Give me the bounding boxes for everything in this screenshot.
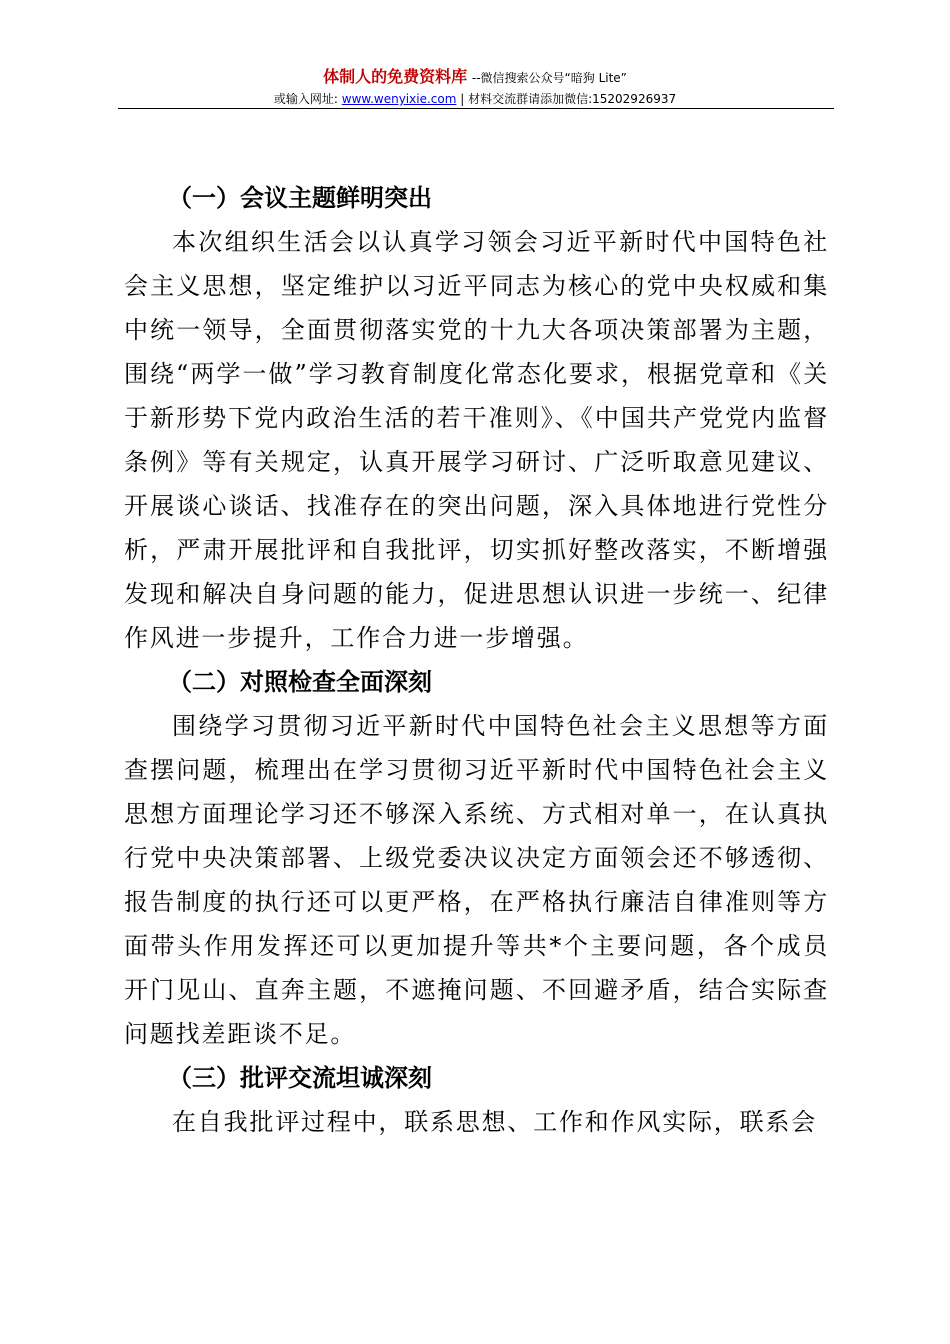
section-heading: （三）批评交流坦诚深刻 (168, 1063, 432, 1092)
header-contact: | 材料交流群请添加微信:15202926937 (460, 92, 677, 106)
header-url-prefix: 或输入网址: (273, 92, 338, 106)
section-heading: （一）会议主题鲜明突出 (168, 183, 432, 212)
header-slogan: --微信搜索公众号“暗狗 Lite” (471, 71, 627, 85)
section-paragraph: 在自我批评过程中，联系思想、工作和作风实际，联系会 (172, 1108, 817, 1136)
section-1 (124, 176, 829, 660)
header-url-link[interactable]: www.wenyixie.com (341, 92, 457, 106)
header-banner (0, 66, 950, 89)
section-2 (124, 660, 829, 1056)
header-brand: 体制人的免费资料库 (323, 67, 468, 86)
page-header (0, 66, 950, 108)
section-heading: （二）对照检查全面深刻 (168, 667, 432, 696)
header-divider (118, 108, 834, 109)
section-paragraph: 本次组织生活会以认真学习领会习近平新时代中国特色社会主义思想，坚定维护以习近平同志为核心的党中央权威和集中统一领导，全面贯彻落实党的十九大各项决策部署为主题，围绕“两学一做”学习教育制度化常态化要求，根据党章和《关于新形势下党内政治生活的若干准则》、《中国共产党党内监督条例》等有关规定，认真开展学习研讨、广泛听取意见建议、开展谈心谈话、找准存在的突出问题，深入具体地进行党性分析，严肃开展批评和自我批评，切实抓好整改落实，不断增强发现和解决自身问题的能力，促进思想认识进一步统一、纪律作风进一步提升，工作合力进一步增强。 (124, 228, 829, 652)
section-paragraph: 围绕学习贯彻习近平新时代中国特色社会主义思想等方面查摆问题，梳理出在学习贯彻习近平新时代中国特色社会主义思想方面理论学习还不够深入系统、方式相对单一，在认真执行党中央决策部署、上级党委决议决定方面领会还不够透彻、报告制度的执行还可以更严格，在严格执行廉洁自律准则等方面带头作用发挥还可以更加提升等共*个主要问题，各个成员开门见山、直奔主题，不遮掩问题、不回避矛盾，结合实际查问题找差距谈不足。 (124, 712, 829, 1048)
document-body (124, 176, 829, 1144)
section-3 (124, 1056, 829, 1144)
header-contact-line (0, 90, 950, 108)
